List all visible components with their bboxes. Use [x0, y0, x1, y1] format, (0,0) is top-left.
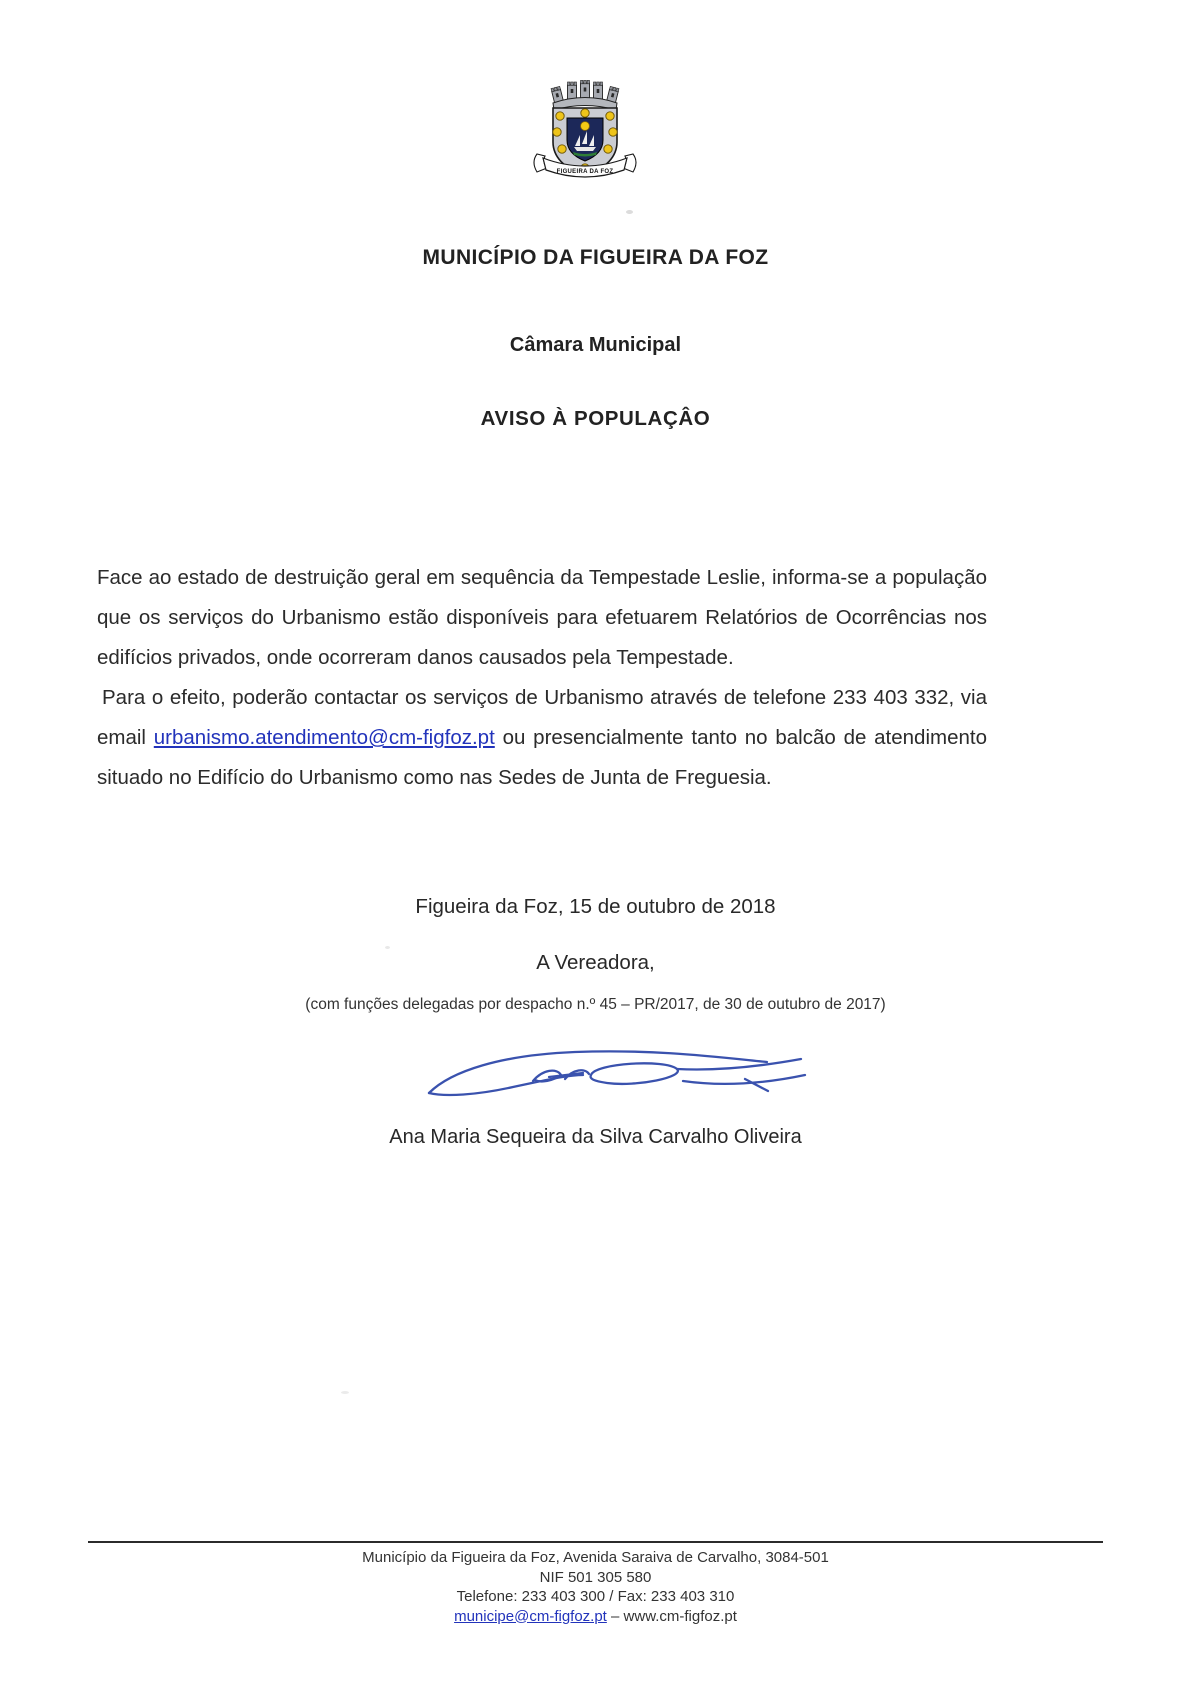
footer-phone-fax: Telefone: 233 403 300 / Fax: 233 403 310	[456, 1588, 735, 1605]
signer-name: Ana Maria Sequeira da Silva Carvalho Oliveira	[389, 1126, 802, 1148]
notice-body	[97, 558, 987, 798]
signature-ink-icon	[415, 1035, 815, 1105]
sun-icon	[581, 122, 590, 131]
signer-title: A Vereadora,	[536, 951, 655, 974]
handwritten-signature	[415, 1035, 815, 1105]
footer-website: www.cm-figfoz.pt	[623, 1607, 737, 1625]
scan-artifact	[626, 210, 633, 214]
ribbon-text: FIGUEIRA DA FOZ	[556, 169, 614, 175]
footer-links	[88, 1607, 1103, 1627]
notice-title: AVISO À POPULAÇÂO	[480, 407, 711, 430]
body-paragraph-1	[97, 558, 987, 678]
mural-crown-icon	[551, 80, 619, 110]
body-paragraph-2	[97, 678, 987, 798]
footer-links-separator: –	[606, 1607, 624, 1625]
paragraph-1-text: Face ao estado de destruição geral em sequência da Tempestade Leslie, informa-se a população que os serviços do Urbanismo estão disponíveis para efetuarem Relatórios de Ocorrências nos edifícios privados, onde ocorreram danos causados pela Tempestade.	[97, 566, 987, 669]
footer-address: Município da Figueira da Foz, Avenida Saraiva de Carvalho, 3084-501	[362, 1549, 829, 1566]
municipe-email-link[interactable]: municipe@cm-figfoz.pt	[454, 1607, 607, 1625]
paragraph-2-text-before-link: Para o efeito, poderão contactar os serviços de Urbanismo através de telefone 233 403 332, via email	[97, 686, 987, 749]
delegation-note: (com funções delegadas por despacho n.º 45 – PR/2017, de 30 de outubro de 2017)	[305, 996, 886, 1013]
place-date-line: Figueira da Foz, 15 de outubro de 2018	[415, 895, 776, 918]
department-title: Câmara Municipal	[509, 334, 682, 356]
scan-artifact	[385, 946, 390, 949]
coat-of-arms-logo	[529, 80, 641, 186]
page-footer	[88, 1541, 1103, 1626]
coat-of-arms-icon	[529, 80, 641, 186]
scan-artifact	[341, 1391, 349, 1394]
municipality-title: MUNICÍPIO DA FIGUEIRA DA FOZ	[422, 246, 769, 269]
footer-nif: NIF 501 305 580	[539, 1568, 652, 1586]
urbanismo-email-link[interactable]: urbanismo.atendimento@cm-figfoz.pt	[153, 726, 495, 749]
paragraph-2-text-after-link: ou presencialmente tanto no balcão de atendimento situado no Edifício do Urbanismo como nas Sedes de Junta de Freguesia.	[97, 726, 987, 789]
